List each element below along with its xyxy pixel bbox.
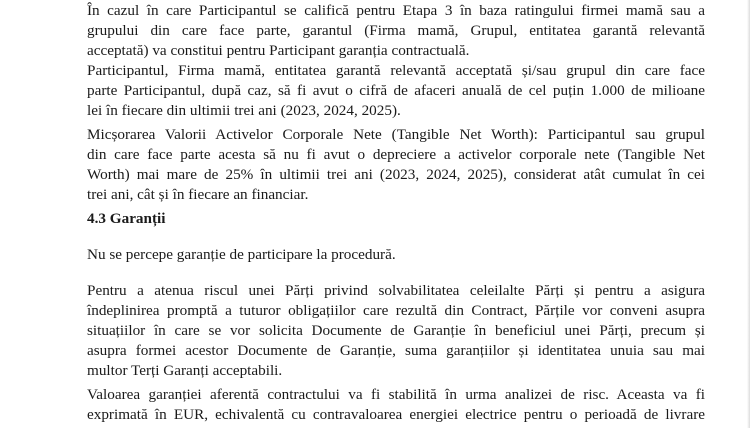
text-line: În cazul în care Participantul se califică pentru Etapa 3 în baza ratingului firmei mamă sau a: [87, 2, 705, 19]
text-line: multor Terți Garanți acceptabili.: [87, 362, 283, 379]
text-line: asupra formei acestor Documente de Garanție, suma garanțiilor și identitatea unuia sau mai: [87, 342, 705, 359]
text-line: Nu se percepe garanție de participare la procedură.: [87, 246, 396, 263]
text-line: acceptată) va constitui pentru Participant garanția contractuală.: [87, 42, 470, 59]
text-line: Pentru a atenua riscul unei Părți privind solvabilitatea celeilalte Părți și pentru a asigura: [87, 282, 705, 299]
text-line: lei în fiecare din ultimii trei ani (2023, 2024, 2025).: [87, 102, 401, 119]
text-line: situațiilor în care se vor solicita Documente de Garanție în beneficiul unei Părți, precum și: [87, 322, 705, 339]
paragraph-guarantor-rating: [87, 1, 705, 61]
text-line: Participantul, Firma mamă, entitatea garantă relevantă acceptată și/sau grupul din care face: [87, 62, 705, 79]
text-line: Worth) mai mare de 25% în ultimii trei ani (2023, 2024, 2025), considerat atât cumulat în cei: [87, 166, 705, 183]
text-line: Valoarea garanției aferentă contractului va fi stabilită în urma analizei de risc. Aceasta va fi: [87, 386, 705, 403]
text-line: din care face parte acesta să nu fi avut o depreciere a activelor corporale nete (Tangible Net: [87, 146, 705, 163]
text-line: îndeplinirea promptă a tuturor obligațiilor care rezultă din Contract, Părțile vor conveni asupra: [87, 302, 705, 319]
text-line: exprimată în EUR, echivalentă cu contravaloarea energiei electrice pentru o perioadă de livrare: [87, 406, 705, 423]
paragraph-no-participation-guarantee: [87, 245, 705, 265]
text-line: Micșorarea Valorii Activelor Corporale Nete (Tangible Net Worth): Participantul sau grupul: [87, 126, 705, 143]
section-heading: 4.3 Garanții: [87, 210, 166, 227]
text-line: grupului din care face parte, garantul (Firma mamă, Grupul, entitatea garantă relevantă: [87, 22, 705, 39]
text-line: parte Participantul, după caz, să fi avut o cifră de afaceri anuală de cel puțin 1.000 de milioane: [87, 82, 705, 99]
paragraph-risk-mitigation: [87, 281, 705, 381]
paragraph-turnover: [87, 61, 705, 121]
paragraph-guarantee-value: [87, 385, 705, 425]
paragraph-tangible-net-worth: [87, 125, 705, 205]
text-line: trei ani, cât și în fiecare an financiar.: [87, 186, 309, 203]
